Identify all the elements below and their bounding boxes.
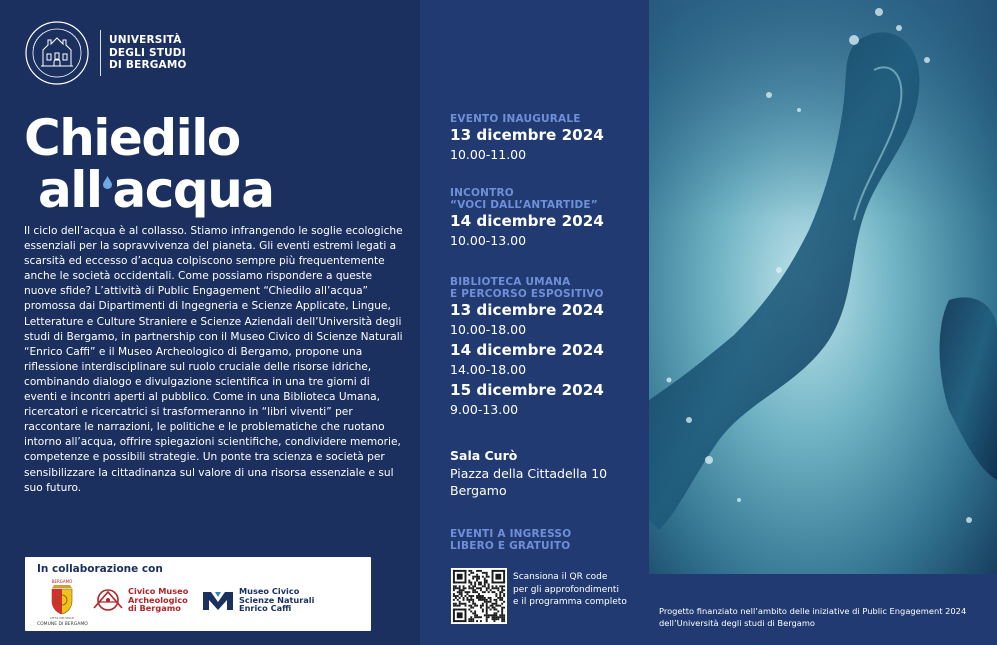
university-seal-icon (24, 20, 90, 86)
qr-caption-line1: Scansiona il QR code (513, 572, 608, 582)
water-drop-icon (103, 176, 112, 189)
event1-label: EVENTO INAUGURALE (450, 113, 581, 125)
title-line1: Chiedilo (24, 109, 240, 167)
partner2-label (128, 587, 188, 613)
museo-archeologico-logo-icon (91, 588, 125, 612)
venue-address: Piazza della Cittadella 10 (450, 466, 608, 481)
university-name-line3: DI BERGAMO (109, 59, 187, 72)
partner3-label (239, 587, 314, 613)
event2-date: 14 dicembre 2024 (450, 212, 604, 230)
comune-crest-top-text: BERGAMO (52, 579, 73, 584)
footnote-line1: Progetto finanziato nell’ambito delle iniziative di Public Engagement 2024 (659, 606, 967, 616)
qr-caption-line3: e il programma completo (513, 597, 627, 607)
museo-scienze-naturali-logo-icon (201, 588, 235, 612)
description-text: Il ciclo dell’acqua è al collasso. Stiamo infrangendo le soglie ecologiche essenziali per la sopravvivenza del pianeta. Gli eventi estremi legati a scarsità ed eccesso d’acqua colpiscono sempre più frequentemente anche le società occidentali. Come possiamo rispondere a queste nuove sfide? L’attività di Public Engagement “Chiedilo all’acqua” promossa dai Dipartimenti di Ingegneria e Scienze Applicate, Lingue, Letterature e Culture Straniere e Scienze Aziendali dell’Università degli studi di Bergamo, in partnership con il Museo Civico di Scienze Naturali “Enrico Caffi” e il Museo Archeologico di Bergamo, propone una riflessione interdisciplinare sul ruolo cruciale delle risorse idriche, combinando dialogo e divulgazione scientifica in una tre giorni di eventi e incontri aperti al pubblico. Come in una Biblioteca Umana, ricercatori e ricercatrici si trasformeranno in “libri viventi” per raccontare le narrazioni, le politiche e le problematiche che ruotano intorno all’acqua, offrire spiegazioni scientifiche, condividere memorie, competenze e possibili strategie. Un ponte tra scienza e società per sensibilizzare la cittadinanza sul valore di una risorsa essenziale e sul suo futuro. (24, 225, 403, 494)
event1-date: 13 dicembre 2024 (450, 126, 604, 144)
event3-time1: 10.00-18.00 (450, 322, 527, 337)
partner2-line1: Civico Museo (128, 586, 189, 596)
event3-time2: 14.00-18.00 (450, 362, 527, 377)
qr-caption (513, 571, 627, 609)
partner2-line3: di Bergamo (128, 603, 181, 614)
footnote-line2: dell’Università degli studi di Bergamo (659, 617, 815, 628)
event2-label-line2: “VOCI DALL’ANTARTIDE” (450, 199, 598, 211)
event1-time: 10.00-11.00 (450, 147, 527, 162)
event-biblioteca-umana (450, 276, 640, 420)
partner-museo-archeologico (91, 587, 188, 613)
water-splash-image (649, 0, 997, 574)
title-line2-part2: acqua (112, 161, 274, 219)
event-title (24, 109, 274, 219)
water-splash-photo (649, 0, 997, 574)
partner-comune-bergamo (37, 579, 88, 627)
partner3-line1: Museo Civico (239, 586, 300, 596)
entry-line1: EVENTI A INGRESSO (450, 528, 572, 540)
event3-date2: 14 dicembre 2024 (450, 341, 604, 359)
event3-label-line1: BIBLIOTECA UMANA (450, 276, 571, 288)
title-line2 (38, 161, 274, 219)
collaboration-title: In collaborazione con (37, 563, 163, 575)
venue-name: Sala Curò (450, 448, 518, 463)
university-name (109, 34, 187, 72)
comune-crest-motto-text: CITTÀ DEI MILLE (50, 616, 75, 620)
university-name-line2: DEGLI STUDI (109, 46, 186, 59)
event3-date3: 15 dicembre 2024 (450, 381, 604, 399)
event3-date1: 13 dicembre 2024 (450, 301, 604, 319)
collaboration-box (25, 557, 371, 631)
comune-bergamo-crest-icon (44, 579, 80, 621)
partner3-line3: Enrico Caffi (239, 603, 292, 614)
event2-label-line1: INCONTRO (450, 187, 514, 199)
event2-time: 10.00-13.00 (450, 233, 527, 248)
event3-label-line2: E PERCORSO ESPOSITIVO (450, 288, 604, 300)
event-inaugural (450, 113, 640, 165)
partner-museo-scienze-naturali (201, 587, 314, 613)
university-logo (24, 20, 187, 86)
venue (450, 447, 640, 499)
venue-city: Bergamo (450, 483, 507, 498)
entry-line2: LIBERO E GRATUITO (450, 540, 571, 552)
university-name-line1: UNIVERSITÀ (109, 34, 182, 47)
logo-divider (100, 30, 101, 76)
partner1-caption: COMUNE DI BERGAMO (37, 622, 88, 627)
qr-caption-line2: per gli approfondimenti (513, 584, 619, 595)
qr-code-icon[interactable] (451, 568, 507, 624)
entry-info (450, 528, 640, 552)
title-line2-part1: all (38, 161, 102, 219)
event3-time3: 9.00-13.00 (450, 402, 519, 417)
partner2-line2: Archeologico (128, 594, 188, 605)
funding-footnote (659, 606, 966, 629)
event-incontro (450, 187, 640, 251)
partner3-line2: Scienze Naturali (239, 594, 315, 605)
